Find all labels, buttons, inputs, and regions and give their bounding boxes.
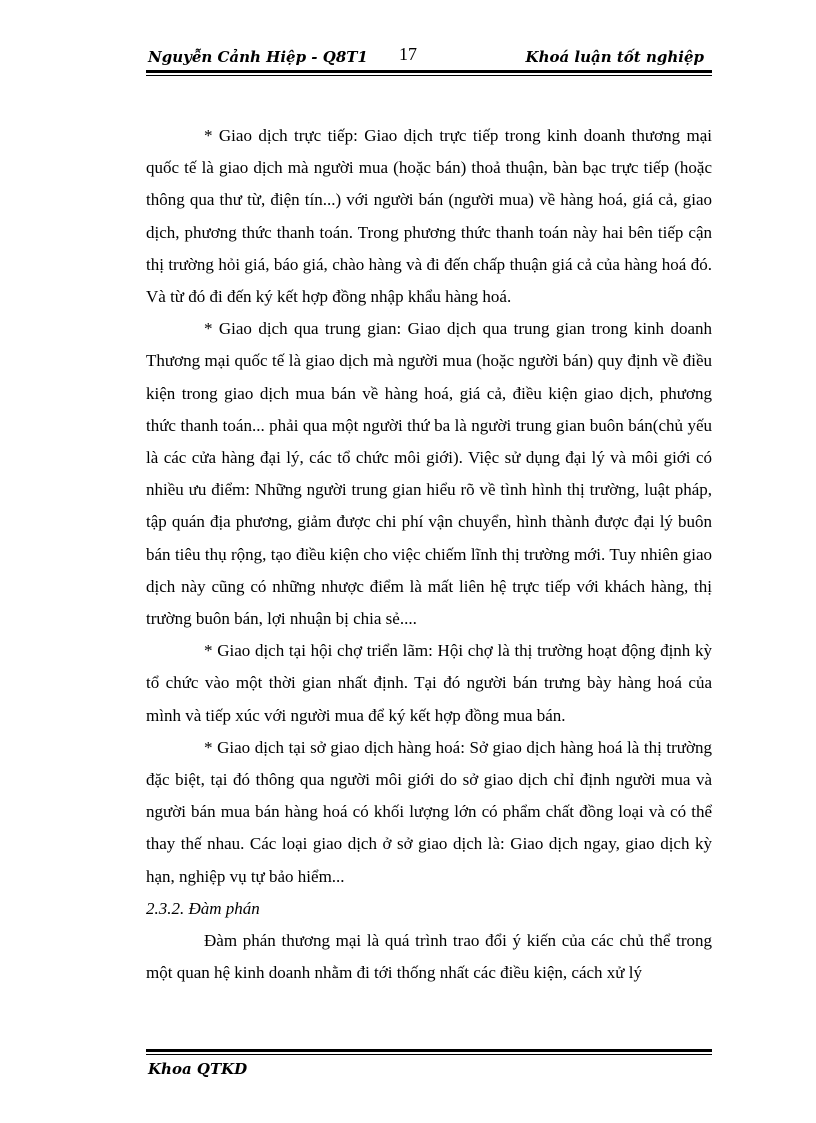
footer-rule-thick (146, 1049, 712, 1052)
body-text (146, 120, 712, 989)
footer-rule-thin (146, 1054, 712, 1055)
paragraph-direct-trade: * Giao dịch trực tiếp: Giao dịch trực tiếp trong kinh doanh thương mại quốc tế là giao dịch mà người mua (hoặc bán) thoả thuận, bàn bạc trực tiếp (hoặc thông qua thư từ, điện tín...) với người bán (người mua) về hàng hoá, giá cả, giao dịch, phương thức thanh toán. Trong phương thức thanh toán này hai bên tiếp cận thị trường hỏi giá, báo giá, chào hàng và đi đến chấp thuận giá cả của hàng hoá đó. Và từ đó đi đến ký kết hợp đồng nhập khẩu hàng hoá. (146, 126, 712, 307)
paragraph-commodity-exchange: * Giao dịch tại sở giao dịch hàng hoá: Sở giao dịch hàng hoá là thị trường đặc biệt, tại đó thông qua người môi giới do sở giao dịch chỉ định người mua và người bán mua bán hàng hoá có khối lượng lớn có phẩm chất đồng loại và có thể thay thế nhau. Các loại giao dịch ở sở giao dịch là: Giao dịch ngay, giao dịch kỳ hạn, nghiệp vụ tự bảo hiểm... (146, 737, 712, 886)
page-number: 17 (399, 44, 417, 64)
paragraph-trade-fair: * Giao dịch tại hội chợ triển lãm: Hội chợ là thị trường hoạt động định kỳ tổ chức vào một thời gian nhất định. Tại đó người bán trưng bày hàng hoá của mình và tiếp xúc với người mua để ký kết hợp đồng mua bán. (146, 641, 712, 725)
header-author: Nguyễn Cảnh Hiệp - Q8T1 (148, 48, 368, 66)
header-rule-thick (146, 70, 712, 73)
footer-department: Khoa QTKD (148, 1060, 248, 1078)
paragraph-negotiation: Đàm phán thương mại là quá trình trao đổi ý kiến của các chủ thể trong một quan hệ kinh doanh nhằm đi tới thống nhất các điều kiện, cách xử lý (146, 931, 712, 983)
header-title: Khoá luận tốt nghiệp (525, 48, 704, 66)
section-heading: 2.3.2. Đàm phán (146, 898, 260, 918)
paragraph-intermediary-trade: * Giao dịch qua trung gian: Giao dịch qua trung gian trong kinh doanh Thương mại quốc tế là giao dịch mà người mua (hoặc người bán) quy định về điều kiện trong giao dịch mua bán về hàng hoá, giá cả, điều kiện giao dịch, phương thức thanh toán... phải qua một người thứ ba là người trung gian buôn bán(chủ yếu là các cửa hàng đại lý, các tổ chức môi giới). Việc sử dụng đại lý và môi giới có nhiều ưu điểm: Những người trung gian hiểu rõ về tình hình thị trường, luật pháp, tập quán địa phương, giảm được chi phí vận chuyển, hình thành được đại lý buôn bán tiêu thụ rộng, tạo điều kiện cho việc chiếm lĩnh thị trường mới. Tuy nhiên giao dịch này cũng có những nhược điểm là mất liên hệ trực tiếp với khách hàng, thị trường buôn bán, lợi nhuận bị chia sẻ.... (146, 319, 712, 629)
header-rule-thin (146, 75, 712, 76)
